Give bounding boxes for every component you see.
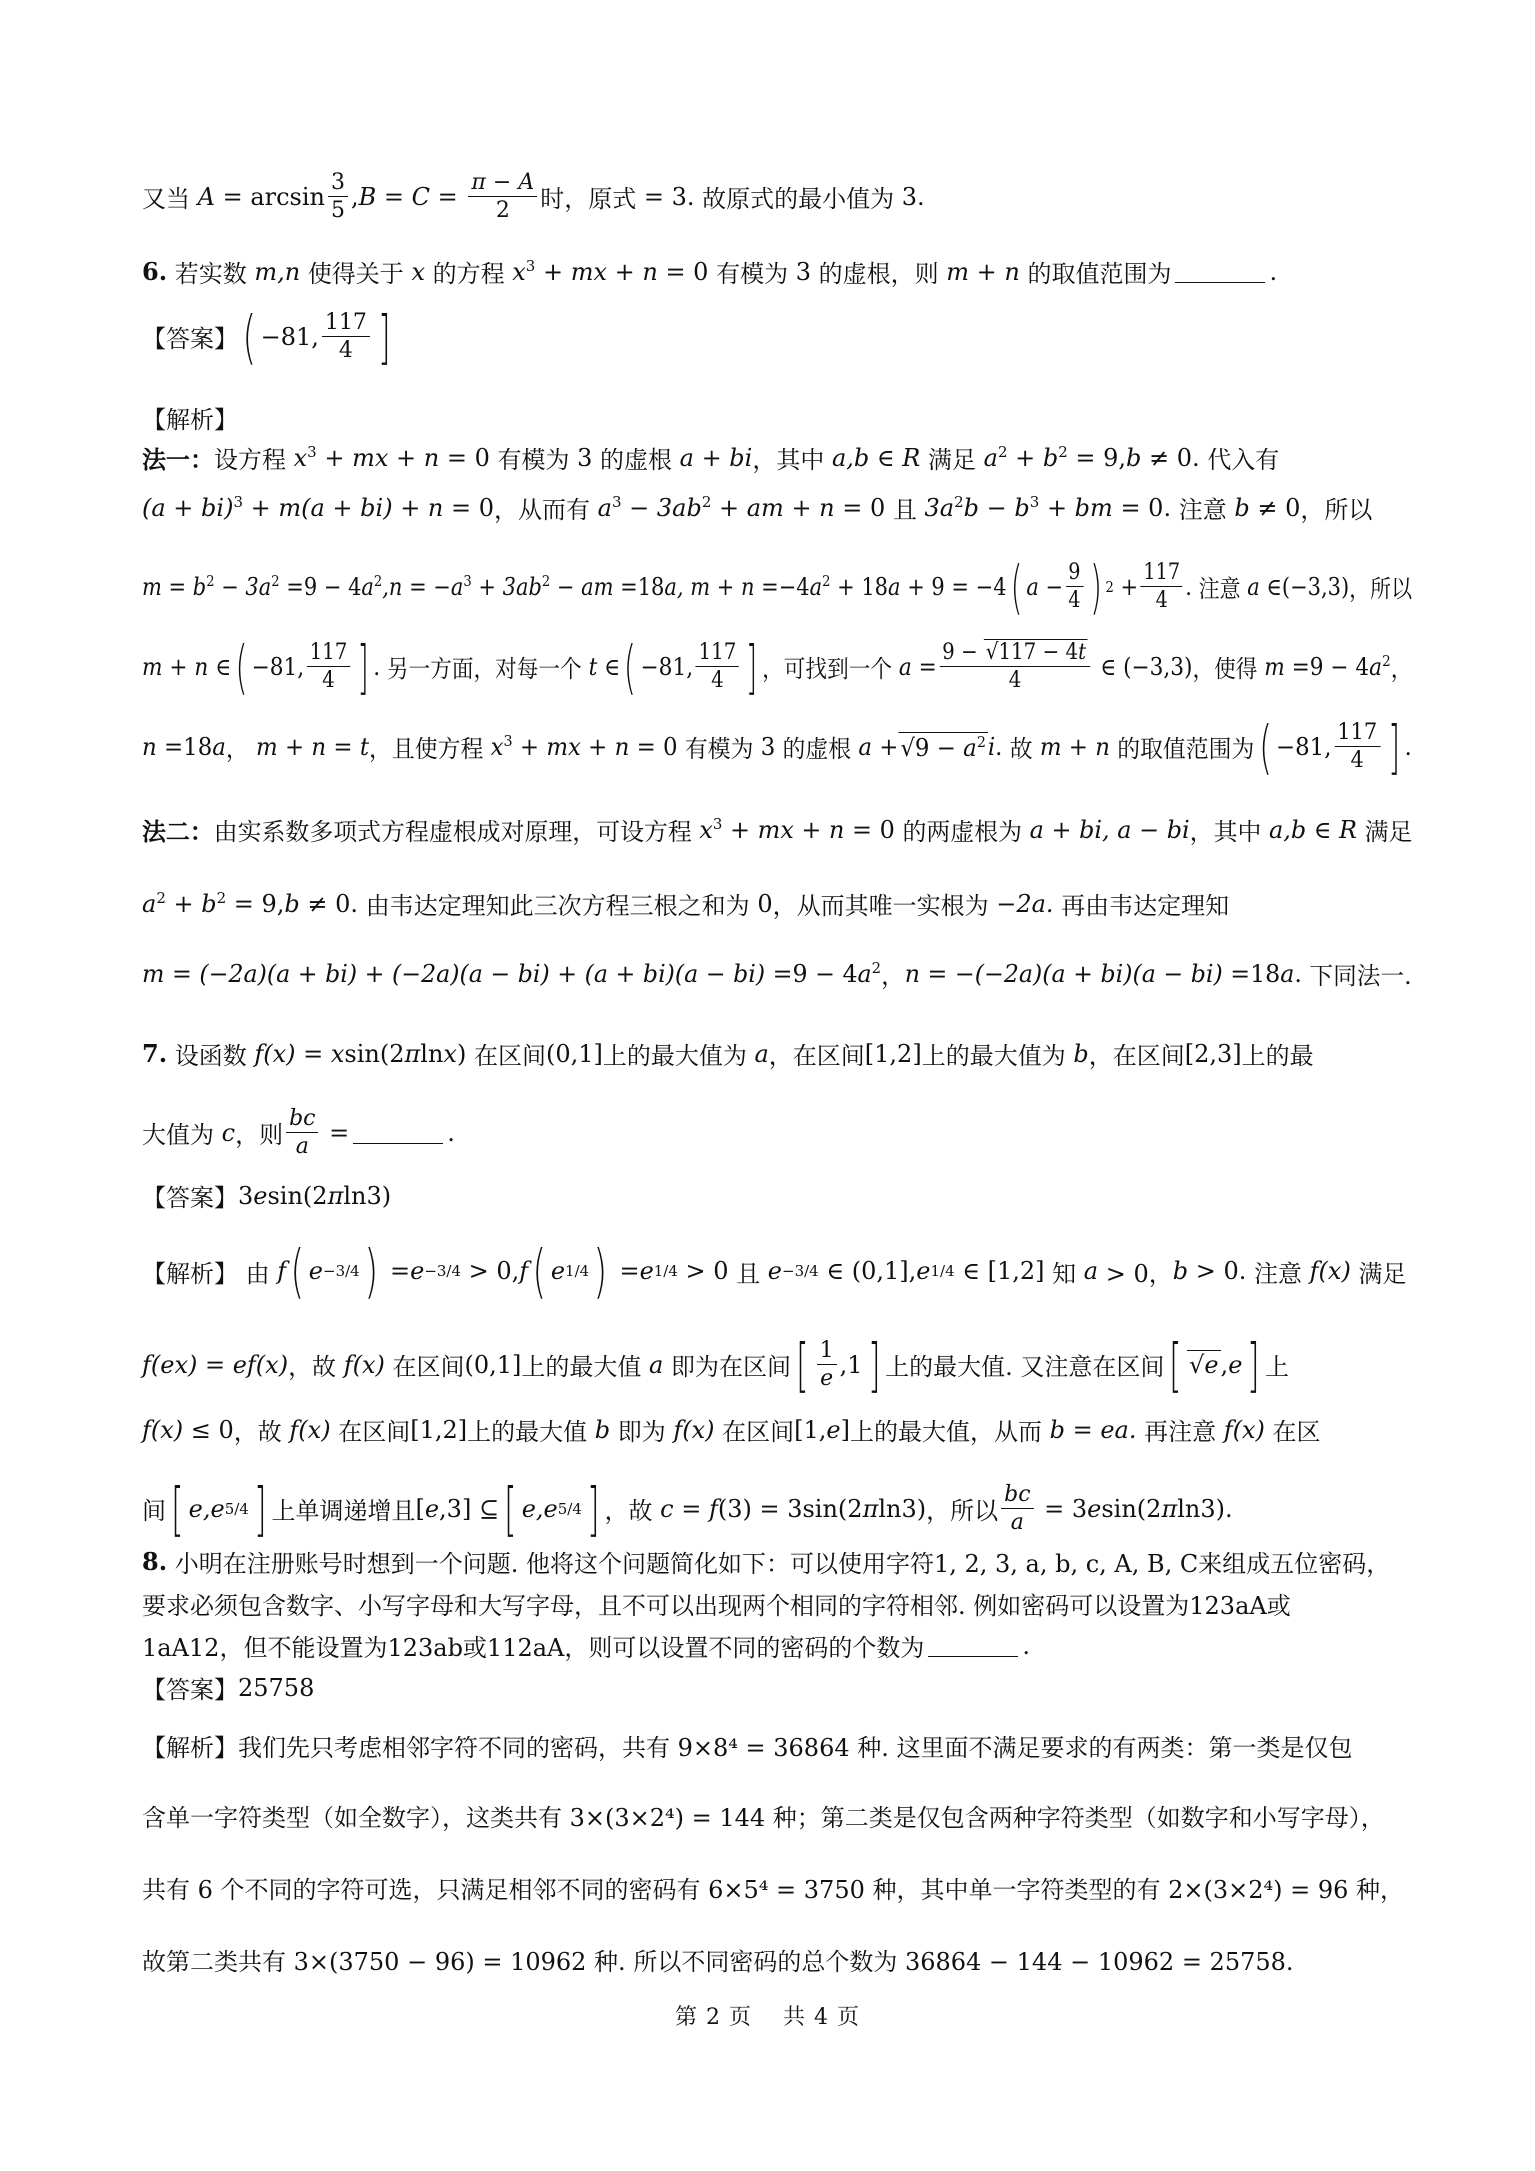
problem-8-analysis-line3: 共有 6 个不同的字符可选，只满足相邻不同的密码有 6×5⁴ = 3750 种，其中单一字符类型的有 2×(3×2⁴) = 96 种，: [142, 1876, 1405, 1904]
problem-6-stem: 6. 若实数 m,n 使得关于 x 的方程 $x^3$ + mx + n = 0 有模为 3 的虚根，则 m + n 的取值范围为 .: [142, 257, 1278, 288]
problem-7-analysis-line3: f(x) ≤ 0 ，故 f(x) 在区间 [1,2] 上的最大值 b 即为 f(x) 在区间 [1, e ] 上的最大值，从而 b = ea. 再注意 f(x) 在区: [142, 1415, 1321, 1446]
answer-blank-8: [928, 1634, 1018, 1657]
method1-line5: n = 18 a ， m + n = t ， 且使方程 $x^3$ + mx + n = 0 有模为 3 的虚根 a + $√9 - a^2$ i . 故 m + n 的取值范围为 ( −81, $\frac{117}{4}$ ] .: [142, 712, 1412, 781]
method1-line1: 法一： 设方程 $x^3$ + mx + n = 0 有模为 3 的虚根 a + bi ，其中 a,b ∈ R 满足 $a^2 + b^2$ = 9, b ≠ 0. 代入有: [142, 443, 1280, 474]
method1-line2: (a + bi)$^3$ + m(a + bi) + n = 0 ，从而有 $a^3 - 3ab^2$ + am + n = 0 且 $3a^2b - b^3$ + bm = 0. 注意 b ≠ 0 ，所以: [142, 493, 1373, 524]
problem-8-stem-line1: 8. 小明在注册账号时想到一个问题. 他将这个问题简化如下：可以使用字符1, 2, 3, a, b, c, A, B, C来组成五位密码，: [142, 1547, 1391, 1578]
problem-7-stem-line1: 7. 设函数 f(x) = x sin(2 π ln x ) 在区间 (0,1] 上的最大值为 a ，在区间 [1,2] 上的最大值为 b ，在区间 [2,3] 上的最: [142, 1039, 1314, 1070]
problem-6-analysis-label: 【解析】: [142, 406, 238, 434]
problem-8-analysis-line2: 含单一字符类型（如全数字），这类共有 3×(3×2⁴) = 144 种；第二类是仅包含两种字符类型（如数字和小写字母），: [142, 1804, 1385, 1832]
problem-7-answer: 【答案】 3 e sin(2 π ln3): [142, 1181, 392, 1212]
page-footer: 第 2 页 共 4 页: [675, 2005, 860, 2030]
answer-blank-7: [353, 1121, 443, 1144]
method1-line3: $m = b^2 - 3a^2$ = 9 − 4 $a^2,n = -a^3 + 3ab^2$ − am = 18 a, m + n = −4 $a^2$ + 18 a + 9 = −4 ( a − $\frac{9}{4}$ ) 2 + $\frac{117}{4}$ . 注意 a ∈ (−3,3) ，所以: [142, 552, 1413, 621]
problem-8-analysis-line1: 【解析】 我们先只考虑相邻字符不同的密码，共有 9×8⁴ = 36864 种. 这里面不满足要求的有两类：第一类是仅包: [142, 1734, 1353, 1762]
problem-8-analysis-line4: 故第二类共有 3×(3750 − 96) = 10962 种. 所以不同密码的总个数为 36864 − 144 − 10962 = 25758.: [142, 1948, 1294, 1976]
problem-7-analysis-line4: 间 [ e,e 5/4 ] 上单调递增且 [ e ,3] ⊆ [ e,e 5/4 ] ，故 c = f (3) = 3sin(2 π ln3) ，所以 $\frac{bc}{a}$ = 3 e sin(2 π ln3).: [142, 1474, 1233, 1543]
problem-7-analysis-line2: f(ex) = ef(x) ，故 f(x) 在区间 (0,1] 上的最大值 a 即为在区间 [ $\frac{1}{e}$ ,1 ] 上的最大值. 又注意在区间 [ √e , e ] 上: [142, 1330, 1290, 1399]
problem-8-answer: 【答案】 25758: [142, 1673, 315, 1704]
method2-line1: 法二： 由实系数多项式方程虚根成对原理，可设方程 $x^3$ + mx + n = 0 的两虚根为 a + bi, a − bi ，其中 a,b ∈ R 满足: [142, 815, 1413, 846]
problem-7-stem-line2: 大值为 c ，则 $\frac{bc}{a}$ = .: [142, 1106, 455, 1160]
method1-line4: m + n ∈ ( −81, $\frac{117}{4}$ ] . 另一方面，对每一个 t ∈ ( −81, $\frac{117}{4}$ ] ，可找到一个 a = $\frac{9 - √117 - 4t}{4}$ ∈ (−3,3) ，使得 m = 9 − 4 $a^2$ ，: [142, 632, 1413, 701]
method2-line2: $a^2 + b^2$ = 9, b ≠ 0. 由韦达定理知此三次方程三根之和为 0 ，从而其唯一实根为 −2a. 再由韦达定理知: [142, 889, 1230, 920]
problem-8-stem-line2: 要求必须包含数字、小写字母和大写字母，且不可以出现两个相同的字符相邻. 例如密码可以设置为123aA或: [142, 1592, 1291, 1620]
top-line: 又当 A = arcsin $\frac{3}{5}$ , B = C = $\frac{\pi - A}{2}$ 时，原式 = 3. 故原式的最小值为 3.: [142, 170, 925, 224]
problem-8-stem-line3: 1aA12，但不能设置为123ab或112aA，则可以设置不同的密码的个数为 .: [142, 1631, 1031, 1662]
problem-7-analysis-line1: 【解析】 由 f ( e −3/4 ) = e −3/4 > 0, f ( e 1/4 ) = e 1/4 > 0 且 e −3/4 ∈ (0,1], e 1/4 ∈ [1,2] 知 a > 0， b > 0. 注意 f(x) 满足: [142, 1237, 1407, 1305]
answer-blank: [1175, 260, 1265, 283]
method2-line3: m = (−2a)(a + bi) + (−2a)(a − bi) + (a + bi)(a − bi) = 9 − 4 $a^2$ ， n = −(−2a)(a + bi)(a − bi) = 18 a . 下同法一.: [142, 959, 1412, 990]
problem-6-answer: 【答案】 ( −81, $\frac{117}{4}$ ]: [142, 302, 391, 371]
